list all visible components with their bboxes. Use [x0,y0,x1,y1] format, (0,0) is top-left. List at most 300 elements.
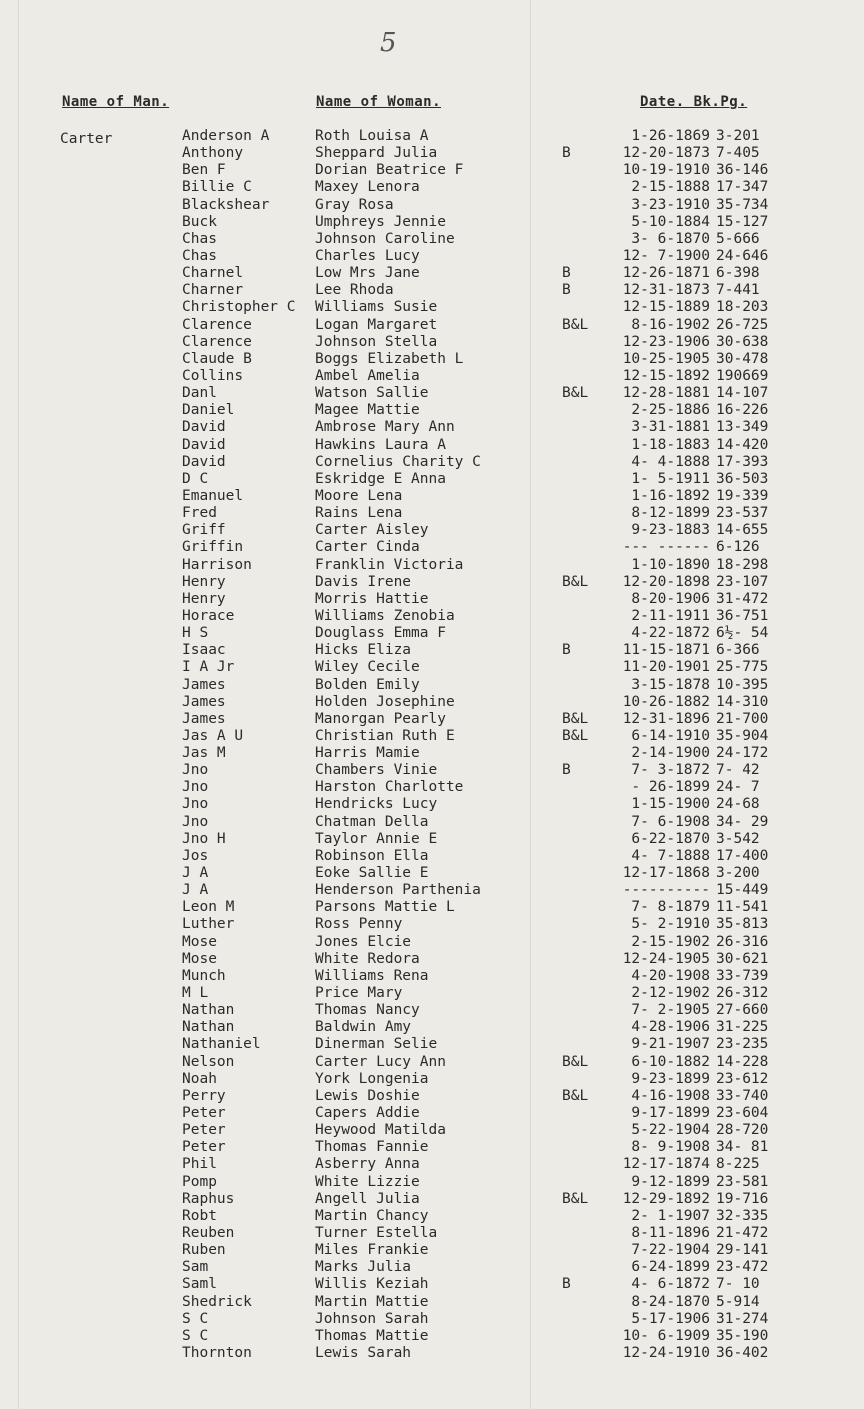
groom-first-name: Charnel [182,265,244,282]
header-date-book-page: Date. Bk.Pg. [640,94,748,110]
groom-first-name: James [182,676,226,693]
bride-name: Thomas Mattie [315,1327,429,1344]
marriage-date: 7- 6-1908 [631,813,710,830]
book-page: 17-400 [716,847,769,864]
record-row [0,831,864,848]
groom-first-name: Horace [182,607,235,624]
marriage-date: 12-31-1873 [622,282,710,299]
record-note: B [562,762,571,779]
record-row [0,1191,864,1208]
surname: Carter [60,131,113,147]
bride-name: Harris Mamie [315,745,420,762]
record-row [0,694,864,711]
groom-first-name: Daniel [182,402,235,419]
bride-name: Williams Zenobia [315,607,455,624]
book-page: 24-68 [716,796,760,813]
groom-first-name: Charner [182,282,244,299]
bride-name: Hicks Eliza [315,642,412,659]
marriage-date: 4- 7-1888 [631,847,710,864]
bride-name: Angell Julia [315,1190,420,1207]
groom-first-name: Reuben [182,1225,235,1241]
marriage-date: 11-20-1901 [622,659,710,676]
bride-name: Parsons Mattie L [315,899,455,916]
record-row [0,625,864,642]
groom-first-name: Jno [182,813,209,830]
marriage-date: 12-24-1910 [622,1344,710,1361]
marriage-date: 9-23-1883 [631,522,710,539]
marriage-date: 12-28-1881 [622,385,710,402]
marriage-date: 2-25-1886 [631,402,710,419]
record-row [0,1174,864,1191]
marriage-date: 4-22-1872 [631,625,710,642]
marriage-date: 10- 6-1909 [622,1327,710,1344]
record-row [0,677,864,694]
book-page: 21-700 [716,710,769,727]
record-row [0,1071,864,1088]
groom-first-name: Blackshear [182,196,270,213]
marriage-date: 2- 1-1907 [631,1207,710,1224]
book-page: 25-775 [716,659,769,676]
book-page: 23-107 [716,573,769,590]
bride-name: Davis Irene [315,573,412,590]
record-row [0,899,864,916]
book-page: 3-201 [716,128,760,144]
record-row [0,471,864,488]
marriage-date: 2-15-1888 [631,179,710,196]
record-note: B&L [562,573,589,590]
bride-name: Eskridge E Anna [315,470,446,487]
book-page: 26-312 [716,985,769,1002]
marriage-date: 4- 6-1872 [631,1276,710,1293]
record-row [0,762,864,779]
groom-first-name: Clarence [182,316,252,333]
book-page: 35-734 [716,196,769,213]
groom-first-name: Saml [182,1276,217,1293]
book-page: 28-720 [716,1122,769,1139]
bride-name: Thomas Fannie [315,1139,429,1156]
record-row [0,711,864,728]
marriage-date: 9-17-1899 [631,1105,710,1122]
record-row [0,162,864,179]
groom-first-name: Henry [182,590,226,607]
bride-name: Ambel Amelia [315,367,420,384]
book-page: 6-398 [716,265,760,282]
groom-first-name: Phil [182,1156,217,1173]
record-note: B [562,282,571,299]
marriage-date: 3-31-1881 [631,419,710,436]
record-row [0,368,864,385]
marriage-date: 4-20-1908 [631,967,710,984]
marriage-date: 7- 2-1905 [631,1002,710,1019]
bride-name: Miles Frankie [315,1242,429,1259]
marriage-date: 8-12-1899 [631,505,710,522]
marriage-date: 8-16-1902 [631,316,710,333]
groom-first-name: Munch [182,967,226,984]
bride-name: Maxey Lenora [315,179,420,196]
record-row [0,351,864,368]
bride-name: Holden Josephine [315,693,455,710]
marriage-date: 6-22-1870 [631,830,710,847]
marriage-date: 5-17-1906 [631,1310,710,1327]
header-name-of-man: Name of Man. [62,94,170,110]
marriage-date: 12-15-1892 [622,367,710,384]
marriage-date: 3-23-1910 [631,196,710,213]
record-row [0,591,864,608]
marriage-date: 9-23-1899 [631,1070,710,1087]
book-page: 13-349 [716,419,769,436]
book-page: 36-402 [716,1344,769,1361]
marriage-date: 6-10-1882 [631,1053,710,1070]
groom-first-name: Peter [182,1139,226,1156]
book-page: 23-612 [716,1070,769,1087]
groom-first-name: Anderson A [182,128,270,144]
groom-first-name: S C [182,1310,209,1327]
bride-name: Carter Cinda [315,539,420,556]
record-row [0,1294,864,1311]
groom-first-name: James [182,693,226,710]
book-page: 11-541 [716,899,769,916]
record-row [0,814,864,831]
marriage-date: 10-26-1882 [622,693,710,710]
record-note: B&L [562,1087,589,1104]
record-row [0,299,864,316]
bride-name: Lee Rhoda [315,282,394,299]
book-page: 36-503 [716,470,769,487]
bride-name: Robinson Ella [315,847,429,864]
book-page: 26-725 [716,316,769,333]
bride-name: Martin Mattie [315,1293,429,1310]
book-page: 21-472 [716,1225,769,1241]
bride-name: Turner Estella [315,1225,438,1241]
groom-first-name: Pomp [182,1173,217,1190]
marriage-date: 10-19-1910 [622,162,710,179]
marriage-date: 8-24-1870 [631,1293,710,1310]
record-row [0,1019,864,1036]
book-page: 30-478 [716,350,769,367]
record-row [0,539,864,556]
groom-first-name: Jos [182,847,209,864]
record-row [0,522,864,539]
bride-name: Roth Louisa A [315,128,429,144]
book-page: 35-190 [716,1327,769,1344]
marriage-date: 12-15-1889 [622,299,710,316]
bride-name: Asberry Anna [315,1156,420,1173]
record-row [0,265,864,282]
book-page: 34- 81 [716,1139,769,1156]
record-note: B [562,642,571,659]
bride-name: Boggs Elizabeth L [315,350,464,367]
book-page: 6-126 [716,539,760,556]
marriage-date: 8-20-1906 [631,590,710,607]
bride-name: Price Mary [315,985,403,1002]
record-note: B&L [562,710,589,727]
book-page: 6½- 54 [716,625,769,642]
groom-first-name: Harrison [182,556,252,573]
marriage-date: 12- 7-1900 [622,247,710,264]
marriage-date: 10-25-1905 [622,350,710,367]
bride-name: Harston Charlotte [315,779,464,796]
book-page: 3-200 [716,865,760,882]
bride-name: Johnson Sarah [315,1310,429,1327]
marriage-date: 2-11-1911 [631,607,710,624]
book-page: 23-235 [716,1036,769,1053]
book-page: 5-914 [716,1293,760,1310]
book-page: 8-225 [716,1156,760,1173]
record-note: B&L [562,1053,589,1070]
record-row [0,848,864,865]
marriage-date: - 26-1899 [631,779,710,796]
record-row [0,128,864,145]
bride-name: Williams Susie [315,299,438,316]
groom-first-name: Nathan [182,1002,235,1019]
book-page: 14-228 [716,1053,769,1070]
groom-first-name: Peter [182,1122,226,1139]
groom-first-name: Luther [182,916,235,933]
bride-name: Hendricks Lucy [315,796,438,813]
bride-name: Charles Lucy [315,247,420,264]
book-page: 24-646 [716,247,769,264]
record-row [0,1054,864,1071]
record-row [0,1036,864,1053]
marriage-date: 1- 5-1911 [631,470,710,487]
record-row [0,248,864,265]
groom-first-name: D C [182,470,209,487]
record-row [0,1276,864,1293]
record-row [0,1139,864,1156]
record-row [0,1088,864,1105]
bride-name: Baldwin Amy [315,1019,412,1036]
bride-name: Dorian Beatrice F [315,162,464,179]
marriage-date: 5- 2-1910 [631,916,710,933]
record-row [0,1105,864,1122]
book-page: 31-274 [716,1310,769,1327]
bride-name: Dinerman Selie [315,1036,438,1053]
marriage-date: 7- 3-1872 [631,762,710,779]
record-row [0,1311,864,1328]
book-page: 23-581 [716,1173,769,1190]
bride-name: Martin Chancy [315,1207,429,1224]
bride-name: Cornelius Charity C [315,453,481,470]
record-row [0,728,864,745]
groom-first-name: Jno [182,779,209,796]
book-page: 32-335 [716,1207,769,1224]
groom-first-name: I A Jr [182,659,235,676]
book-page: 23-537 [716,505,769,522]
book-page: 10-395 [716,676,769,693]
groom-first-name: J A [182,865,209,882]
book-page: 29-141 [716,1242,769,1259]
bride-name: Umphreys Jennie [315,213,446,230]
groom-first-name: Jno [182,796,209,813]
book-page: 7-441 [716,282,760,299]
bride-name: Wiley Cecile [315,659,420,676]
book-page: 7-405 [716,145,760,162]
record-row [0,1259,864,1276]
record-row [0,197,864,214]
bride-name: Hawkins Laura A [315,436,446,453]
marriage-date: 2-12-1902 [631,985,710,1002]
record-note: B&L [562,316,589,333]
marriage-date: 12-31-1896 [622,710,710,727]
book-page: 7- 42 [716,762,760,779]
bride-name: White Lizzie [315,1173,420,1190]
groom-first-name: Nelson [182,1053,235,1070]
groom-first-name: Isaac [182,642,226,659]
marriage-date: 2-15-1902 [631,933,710,950]
marriage-date: 12-26-1871 [622,265,710,282]
book-page: 36-146 [716,162,769,179]
bride-name: Heywood Matilda [315,1122,446,1139]
marriage-date: 12-17-1868 [622,865,710,882]
bride-name: Sheppard Julia [315,145,438,162]
page-number: 5 [380,28,397,58]
record-row [0,642,864,659]
record-note: B [562,265,571,282]
record-row [0,985,864,1002]
bride-name: Franklin Victoria [315,556,464,573]
groom-first-name: James [182,710,226,727]
marriage-date: 1-15-1900 [631,796,710,813]
book-page: 23-472 [716,1259,769,1276]
record-row [0,557,864,574]
groom-first-name: Ben F [182,162,226,179]
groom-first-name: Mose [182,950,217,967]
record-row [0,1208,864,1225]
book-page: 18-298 [716,556,769,573]
bride-name: Manorgan Pearly [315,710,446,727]
groom-first-name: Emanuel [182,487,244,504]
groom-first-name: Nathan [182,1019,235,1036]
book-page: 18-203 [716,299,769,316]
record-row [0,796,864,813]
bride-name: Magee Mattie [315,402,420,419]
groom-first-name: Jas M [182,745,226,762]
bride-name: Logan Margaret [315,316,438,333]
marriage-date: 1-16-1892 [631,487,710,504]
record-row [0,1225,864,1242]
groom-first-name: Clarence [182,333,252,350]
record-row [0,1002,864,1019]
header-name-of-woman: Name of Woman. [316,94,442,110]
bride-name: Johnson Caroline [315,230,455,247]
groom-first-name: Buck [182,213,217,230]
record-row [0,745,864,762]
book-page: 26-316 [716,933,769,950]
groom-first-name: Anthony [182,145,244,162]
bride-name: Carter Lucy Ann [315,1053,446,1070]
record-row [0,402,864,419]
record-note: B [562,145,571,162]
bride-name: Chatman Della [315,813,429,830]
marriage-date: --- ------ [622,539,710,556]
marriage-date: 1-10-1890 [631,556,710,573]
record-note: B&L [562,1190,589,1207]
record-row [0,1156,864,1173]
groom-first-name: Griffin [182,539,244,556]
groom-first-name: Peter [182,1105,226,1122]
book-page: 19-339 [716,487,769,504]
book-page: 17-393 [716,453,769,470]
marriage-records-list [0,128,864,1362]
groom-first-name: J A [182,882,209,899]
book-page: 34- 29 [716,813,769,830]
bride-name: Morris Hattie [315,590,429,607]
bride-name: Ambrose Mary Ann [315,419,455,436]
record-row [0,934,864,951]
book-page: 31-472 [716,590,769,607]
groom-first-name: H S [182,625,209,642]
marriage-date: 12-20-1873 [622,145,710,162]
bride-name: Gray Rosa [315,196,394,213]
marriage-date: 12-24-1905 [622,950,710,967]
book-page: 33-740 [716,1087,769,1104]
bride-name: Carter Aisley [315,522,429,539]
record-row [0,505,864,522]
groom-first-name: Fred [182,505,217,522]
marriage-date: 6-24-1899 [631,1259,710,1276]
bride-name: Bolden Emily [315,676,420,693]
groom-first-name: Thornton [182,1344,252,1361]
groom-first-name: S C [182,1327,209,1344]
bride-name: Thomas Nancy [315,1002,420,1019]
bride-name: Christian Ruth E [315,727,455,744]
book-page: 36-751 [716,607,769,624]
book-page: 14-420 [716,436,769,453]
groom-first-name: David [182,453,226,470]
record-row [0,865,864,882]
record-row [0,1328,864,1345]
groom-first-name: Jas A U [182,727,244,744]
book-page: 14-107 [716,385,769,402]
book-page: 19-716 [716,1190,769,1207]
groom-first-name: David [182,419,226,436]
marriage-date: 12-23-1906 [622,333,710,350]
marriage-date: 9-12-1899 [631,1173,710,1190]
record-row [0,385,864,402]
groom-first-name: Chas [182,247,217,264]
book-page: 31-225 [716,1019,769,1036]
bride-name: Douglass Emma F [315,625,446,642]
bride-name: Capers Addie [315,1105,420,1122]
groom-first-name: Perry [182,1087,226,1104]
bride-name: Low Mrs Jane [315,265,420,282]
groom-first-name: Henry [182,573,226,590]
marriage-date: 3-15-1878 [631,676,710,693]
record-row [0,231,864,248]
bride-name: Moore Lena [315,487,403,504]
book-page: 6-366 [716,642,760,659]
bride-name: Taylor Annie E [315,830,438,847]
marriage-date: 5-22-1904 [631,1122,710,1139]
marriage-date: 11-15-1871 [622,642,710,659]
marriage-date: 12-17-1874 [622,1156,710,1173]
marriage-date: 4-16-1908 [631,1087,710,1104]
bride-name: Lewis Sarah [315,1344,412,1361]
marriage-date: 7-22-1904 [631,1242,710,1259]
record-row [0,282,864,299]
book-page: 30-621 [716,950,769,967]
groom-first-name: Noah [182,1070,217,1087]
marriage-date: 1-26-1869 [631,128,710,144]
marriage-date: 9-21-1907 [631,1036,710,1053]
groom-first-name: Griff [182,522,226,539]
groom-first-name: Claude B [182,350,252,367]
book-page: 30-638 [716,333,769,350]
record-row [0,437,864,454]
groom-first-name: Billie C [182,179,252,196]
book-page: 15-127 [716,213,769,230]
record-note: B [562,1276,571,1293]
